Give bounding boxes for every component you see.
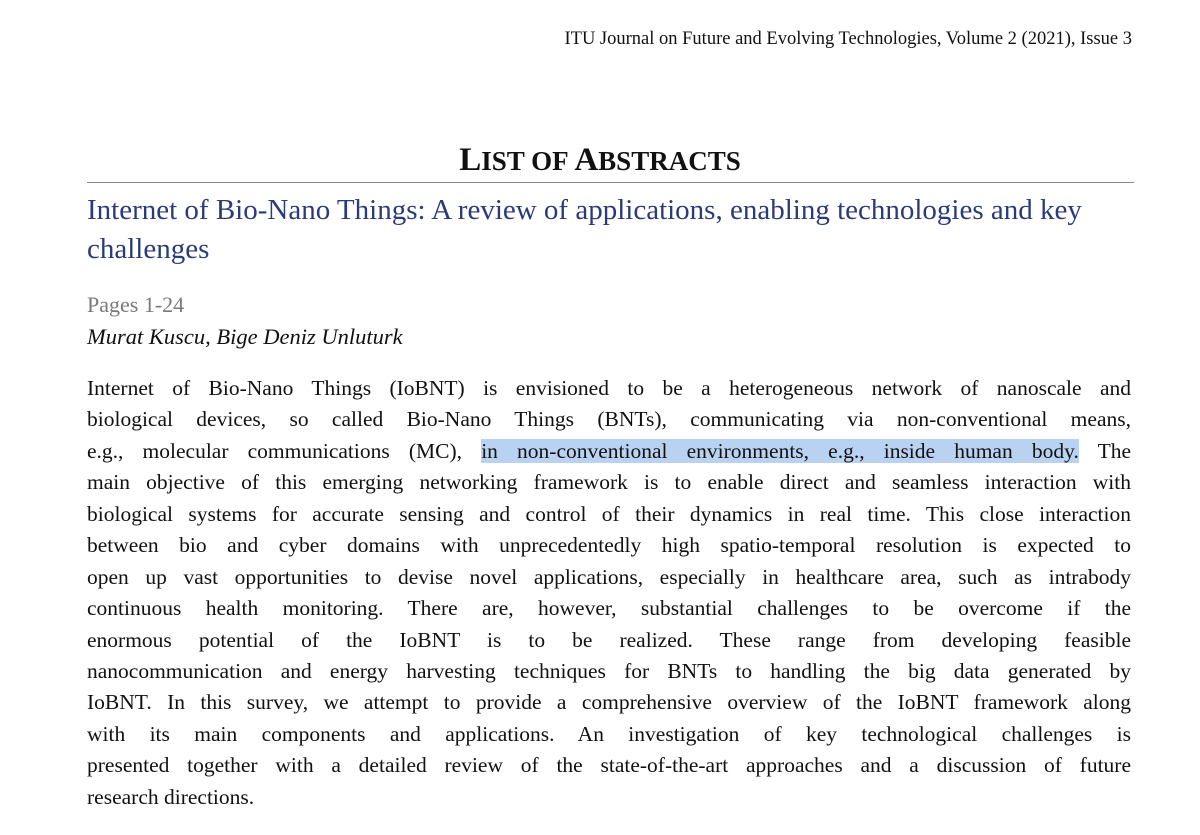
- abstract-line: continuous health monitoring. There are, however, substantial challenges to be overcome if the: [87, 596, 1131, 621]
- paper-title[interactable]: Internet of Bio-Nano Things: A review of applications, enabling technologies and key challenges: [87, 194, 1082, 265]
- abstract-line: biological systems for accurate sensing and control of their dynamics in real time. This close interaction: [87, 501, 1131, 526]
- abstract-line: biological devices, so called Bio-Nano Things (BNTs), communicating via non-conventional means,: [87, 407, 1131, 432]
- section-heading: [0, 138, 1200, 183]
- abstract-line: nanocommunication and energy harvesting techniques for BNTs to handling the big data generated by: [87, 658, 1131, 683]
- abstract-line: between bio and cyber domains with unprecedentedly high spatio-temporal resolution is expected to: [87, 533, 1131, 558]
- abstract-line: open up vast opportunities to devise novel applications, especially in healthcare area, such as intrabody: [87, 564, 1131, 589]
- selected-text[interactable]: in non-conventional environments, e.g., inside human body.: [481, 438, 1079, 463]
- abstract-line: presented together with a detailed review of the state-of-the-art approaches and a discussion of future: [87, 753, 1131, 778]
- abstract-line-highlighted: [87, 436, 1131, 467]
- abstract-line: enormous potential of the IoBNT is to be realized. These range from developing feasible: [87, 627, 1131, 652]
- abstract-line: with its main components and applications. An investigation of key technological challenges is: [87, 721, 1131, 746]
- abstract-text-before-selection: e.g., molecular communications (MC),: [87, 438, 463, 463]
- heading-rest-2: BSTRACTS: [598, 146, 741, 176]
- paper-pages: Pages 1-24: [87, 292, 185, 317]
- abstract-line: IoBNT. In this survey, we attempt to provide a comprehensive overview of the IoBNT framework along: [87, 690, 1131, 715]
- running-header: ITU Journal on Future and Evolving Technologies, Volume 2 (2021), Issue 3: [564, 29, 1132, 49]
- heading-initial-1: L: [459, 142, 482, 178]
- heading-rest-1: IST OF: [481, 146, 575, 176]
- abstract-line: main objective of this emerging networking framework is to enable direct and seamless interaction with: [87, 470, 1131, 495]
- abstract-line-last: research directions.: [87, 784, 255, 809]
- abstract-line: Internet of Bio-Nano Things (IoBNT) is envisioned to be a heterogeneous network of nanoscale and: [87, 376, 1131, 400]
- abstract-text-after-selection: The: [1097, 438, 1131, 463]
- heading-divider: [87, 182, 1134, 183]
- paper-authors: Murat Kuscu, Bige Deniz Unluturk: [87, 324, 403, 349]
- abstract-body: [87, 373, 1131, 813]
- heading-initial-2: A: [574, 142, 599, 178]
